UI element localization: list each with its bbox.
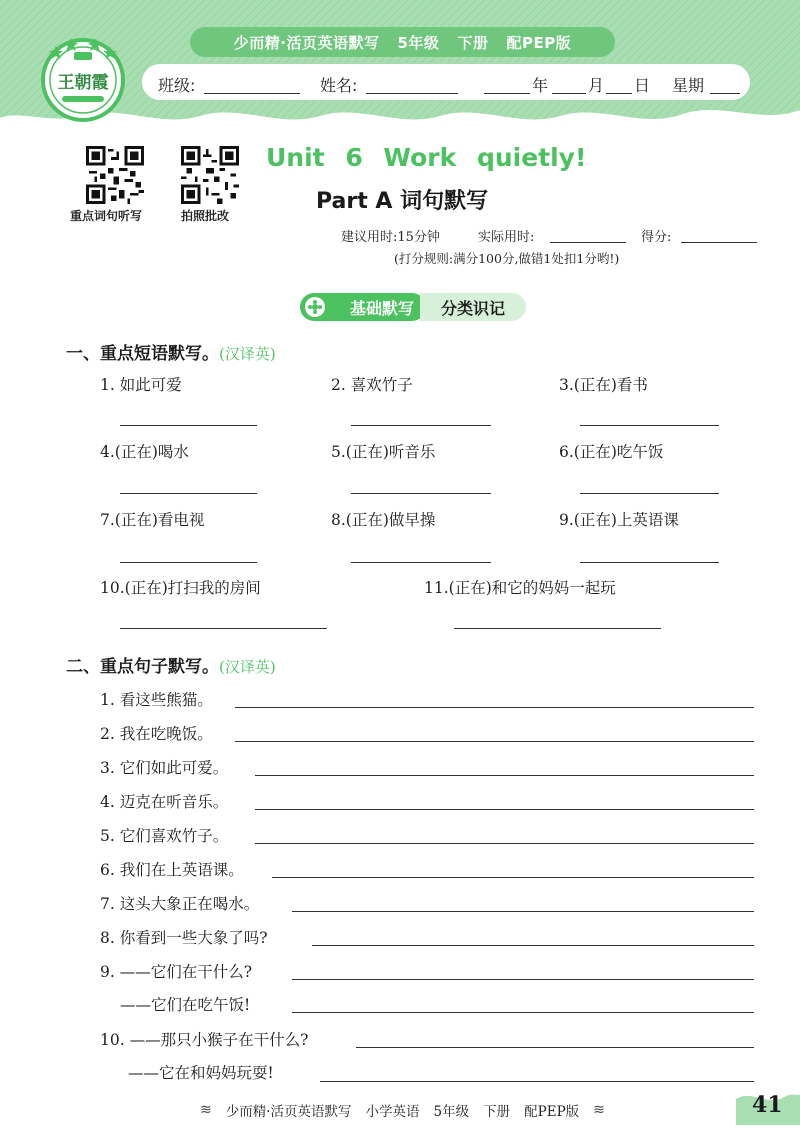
series-volume: 下册: [457, 33, 489, 52]
sentence-item-2: 2. 我在吃晚饭。: [100, 725, 213, 743]
section2-note: (汉译英): [219, 658, 276, 676]
phrase-item-6: 6.(正在)吃午饭: [559, 443, 664, 461]
phrase-answer-4[interactable]: [120, 493, 257, 494]
sentence-answer-6[interactable]: [272, 877, 754, 878]
part-title: Part A 词句默写: [316, 189, 489, 214]
sentence-answer-7[interactable]: [292, 911, 754, 912]
page-number: 41: [752, 1092, 783, 1118]
sentence-item-6: 6. 我们在上英语课。: [100, 861, 244, 879]
month-label: 月: [588, 76, 605, 95]
footer-wave-icon-left: ≋: [200, 1102, 212, 1118]
phrase-item-1: 1. 如此可爱: [100, 376, 182, 394]
day-label: 日: [634, 76, 651, 95]
badge-basic-dictation: [300, 293, 426, 321]
scoring-rule-note: (打分规则:满分100分,做错1处扣1分哟!): [394, 251, 620, 266]
qr-label-dictation: 重点词句听写: [70, 209, 143, 223]
footer-series: 少而精·活页英语默写: [225, 1104, 352, 1120]
name-field[interactable]: [366, 93, 458, 94]
phrase-answer-11[interactable]: [454, 628, 661, 629]
phrase-item-7: 7.(正在)看电视: [100, 511, 205, 529]
unit-title: Unit 6 Work quietly!: [266, 143, 587, 172]
year-field[interactable]: [484, 93, 530, 94]
sentence-answer-3[interactable]: [255, 775, 754, 776]
sentence-answer-4[interactable]: [255, 809, 754, 810]
sentence-answer-1[interactable]: [235, 707, 754, 708]
phrase-item-10: 10.(正在)打扫我的房间: [100, 579, 261, 597]
section1-heading: [66, 339, 276, 364]
weekday-label: 星期: [672, 76, 705, 95]
sentence-answer-9b[interactable]: [292, 1012, 754, 1013]
phrase-item-2: 2. 喜欢竹子: [331, 376, 413, 394]
badge-flower-icon: [305, 297, 325, 317]
series-name: 少而精·活页英语默写: [233, 33, 380, 52]
phrase-answer-3[interactable]: [580, 425, 719, 426]
phrase-answer-6[interactable]: [580, 493, 719, 494]
sentence-item-9b: ——它们在吃午饭!: [120, 996, 251, 1014]
footer-edition: 配PEP版: [524, 1104, 580, 1120]
footer-volume: 下册: [483, 1104, 511, 1120]
month-field[interactable]: [552, 93, 586, 94]
sentence-item-1: 1. 看这些熊猫。: [100, 691, 213, 709]
footer-subject: 小学英语: [365, 1104, 420, 1120]
sentence-item-9a: 9. ——它们在干什么?: [100, 963, 253, 981]
score-label: 得分:: [641, 230, 672, 245]
sentence-item-4: 4. 迈克在听音乐。: [100, 793, 229, 811]
phrase-answer-5[interactable]: [351, 493, 491, 494]
score-field[interactable]: [681, 242, 757, 243]
sentence-item-10a: 10. ——那只小猴子在干什么?: [100, 1031, 309, 1049]
section-badge: [300, 293, 526, 321]
phrase-item-9: 9.(正在)上英语课: [559, 511, 679, 529]
phrase-item-11: 11.(正在)和它的妈妈一起玩: [424, 579, 616, 597]
actual-time-field[interactable]: [550, 242, 626, 243]
phrase-answer-2[interactable]: [351, 425, 491, 426]
section1-note: (汉译英): [219, 345, 276, 363]
sentence-answer-8[interactable]: [312, 945, 754, 946]
sentence-item-3: 3. 它们如此可爱。: [100, 759, 229, 777]
badge-category-memory: 分类识记: [420, 293, 526, 321]
footer-grade: 5年级: [433, 1104, 470, 1120]
badge-left-text: 基础默写: [349, 298, 414, 318]
suggested-time: 建议用时:15分钟: [341, 230, 440, 245]
sentence-answer-10a[interactable]: [356, 1047, 754, 1048]
actual-time-label: 实际用时:: [478, 230, 535, 245]
qr-code-grading[interactable]: [181, 146, 239, 204]
phrase-item-8: 8.(正在)做早操: [331, 511, 436, 529]
logo-text: 王朝霞: [57, 73, 109, 93]
day-field[interactable]: [606, 93, 632, 94]
series-grade: 5年级: [397, 33, 440, 52]
phrase-answer-8[interactable]: [351, 562, 491, 563]
section1-title: 一、重点短语默写。: [66, 344, 219, 364]
phrase-answer-7[interactable]: [120, 562, 257, 563]
sentence-answer-9a[interactable]: [292, 979, 754, 980]
sentence-answer-10b[interactable]: [320, 1081, 754, 1082]
year-label: 年: [532, 76, 549, 95]
qr-label-grading: 拍照批改: [181, 209, 230, 223]
phrase-item-5: 5.(正在)听音乐: [331, 443, 436, 461]
phrase-answer-10[interactable]: [120, 628, 327, 629]
phrase-item-3: 3.(正在)看书: [559, 376, 648, 394]
series-title: [190, 27, 615, 57]
section2-title: 二、重点句子默写。: [66, 657, 219, 677]
qr-code-dictation[interactable]: [86, 146, 144, 204]
section2-heading: [66, 652, 276, 677]
footer-wave-icon-right: ≋: [593, 1102, 605, 1118]
sentence-answer-5[interactable]: [255, 843, 754, 844]
name-label: 姓名:: [320, 76, 358, 95]
phrase-answer-1[interactable]: [120, 425, 257, 426]
sentence-item-10b: ——它在和妈妈玩耍!: [128, 1064, 274, 1082]
student-info-bar: [140, 62, 752, 102]
brand-logo: [38, 28, 128, 128]
phrase-answer-9[interactable]: [580, 562, 719, 563]
phrase-item-4: 4.(正在)喝水: [100, 443, 189, 461]
series-edition: 配PEP版: [506, 33, 572, 52]
sentence-item-8: 8. 你看到一些大象了吗?: [100, 929, 268, 947]
class-label: 班级:: [158, 76, 196, 95]
sentence-item-5: 5. 它们喜欢竹子。: [100, 827, 229, 845]
weekday-field[interactable]: [710, 93, 740, 94]
class-field[interactable]: [204, 93, 300, 94]
sentence-answer-2[interactable]: [235, 741, 754, 742]
footer: [200, 1100, 605, 1120]
sentence-item-7: 7. 这头大象正在喝水。: [100, 895, 260, 913]
